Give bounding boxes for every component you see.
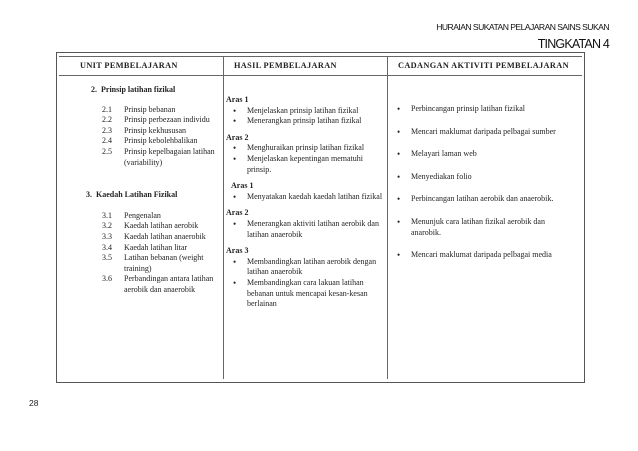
- learning-outcome-list: [226, 143, 384, 175]
- level-label: Aras 3: [226, 246, 249, 256]
- bullet-icon: •: [397, 194, 401, 205]
- learning-outcome-list: [226, 106, 384, 127]
- list-item: • Menunjuk cara latihan fizikal aerobik dan anarobik.: [397, 216, 545, 237]
- list-item: • Menjelaskan prinsip latihan fizikal: [233, 105, 359, 116]
- list-item: • Membandingkan latihan aerobik dengan latihan anaerobik: [233, 256, 377, 277]
- list-item: • Mencari maklumat daripada pelbagai sumber: [397, 126, 556, 137]
- column-divider-2: [387, 56, 388, 379]
- section-3-title: Kaedah Latihan Fizikal: [96, 190, 178, 200]
- list-item: • Membandingkan cara lakuan latihan bebanan untuk mencapai kesan-kesan berlainan: [233, 277, 368, 309]
- bullet-icon: •: [233, 153, 237, 164]
- bullet-icon: •: [397, 216, 401, 227]
- section-3-list: [86, 211, 220, 296]
- list-item: • Perbincangan prinsip latihan fizikal: [397, 104, 525, 114]
- bullet-icon: •: [397, 171, 401, 182]
- bullet-icon: •: [233, 256, 237, 267]
- list-item: • Mencari maklumat daripada pelbagai media: [397, 250, 552, 261]
- learning-outcome-list: [226, 219, 384, 240]
- list-item: • Menerangkan aktiviti latihan aerobik dan latihan anaerobik: [233, 218, 379, 239]
- list-item: • Menghuraikan prinsip latihan fizikal: [233, 143, 365, 154]
- learning-outcome-list: [226, 192, 384, 203]
- list-item: 2.1 Prinsip bebanan: [102, 104, 176, 114]
- column-divider-1: [223, 56, 224, 379]
- list-item: 3.5 Latihan bebanan (weight training): [102, 253, 204, 273]
- bullet-icon: •: [397, 126, 401, 137]
- bullet-icon: •: [397, 250, 401, 261]
- level-label: Aras 2: [226, 208, 249, 218]
- page-number: 28: [29, 398, 39, 408]
- activity-list: [390, 104, 580, 261]
- document-header-title: HURAIAN SUKATAN PELAJARAN SAINS SUKAN: [436, 22, 609, 32]
- section-3-number: 3.: [86, 190, 92, 200]
- list-item: 3.4 Kaedah latihan litar: [102, 242, 188, 252]
- bullet-icon: •: [233, 191, 237, 202]
- aktiviti-column: [390, 104, 580, 261]
- section-2-number: 2.: [91, 85, 97, 94]
- list-item: • Melayari laman web: [397, 149, 477, 160]
- learning-outcome-list: [226, 257, 384, 310]
- list-item: 2.5 Prinsip kepelbagaian latihan (variability): [102, 146, 215, 167]
- list-item: 3.2 Kaedah latihan aerobik: [102, 221, 199, 231]
- column-header-unit: UNIT PEMBELAJARAN: [80, 61, 178, 70]
- bullet-icon: •: [233, 143, 237, 154]
- list-item: • Menjelaskan kepentingan mematuhi prinsip.: [233, 153, 363, 174]
- list-item: 2.3 Prinsip kekhususan: [102, 125, 186, 135]
- list-item: 2.4 Prinsip kebolehbalikan: [102, 136, 198, 146]
- bullet-icon: •: [233, 105, 237, 116]
- bullet-icon: •: [233, 277, 237, 288]
- table-header-bottom-rule: [59, 75, 582, 76]
- document-header-subtitle: TINGKATAN 4: [537, 37, 609, 51]
- bullet-icon: •: [233, 218, 237, 229]
- section-2-list: [86, 105, 220, 169]
- column-header-aktiviti: CADANGAN AKTIVITI PEMBELAJARAN: [398, 61, 569, 70]
- list-item: 3.3 Kaedah latihan anaerobik: [102, 231, 206, 241]
- bullet-icon: •: [397, 149, 401, 160]
- table-header-top-rule: [59, 56, 582, 57]
- level-label: Aras 1: [231, 181, 254, 191]
- list-item: 3.6 Perbandingan antara latihan aerobik dan anaerobik: [102, 274, 214, 294]
- list-item: • Menerangkan prinsip latihan fizikal: [233, 116, 362, 127]
- bullet-icon: •: [397, 104, 401, 114]
- hasil-column: [226, 95, 384, 310]
- list-item: 2.2 Prinsip perbezaan individu: [102, 115, 210, 125]
- list-item: • Perbincangan latihan aerobik dan anaerobik.: [397, 194, 554, 205]
- section-3-heading: [86, 190, 220, 201]
- list-item: • Menyediakan folio: [397, 171, 472, 182]
- column-header-hasil: HASIL PEMBELAJARAN: [234, 61, 337, 70]
- list-item: 3.1 Pengenalan: [102, 210, 161, 220]
- unit-column: [86, 85, 220, 296]
- bullet-icon: •: [233, 116, 237, 127]
- section-2-title: Prinsip latihan fizikal: [101, 85, 176, 94]
- level-label: Aras 1: [226, 95, 249, 104]
- list-item: • Menyatakan kaedah kaedah latihan fizikal: [233, 191, 383, 202]
- section-2-heading: [86, 85, 220, 96]
- level-label: Aras 2: [226, 132, 249, 142]
